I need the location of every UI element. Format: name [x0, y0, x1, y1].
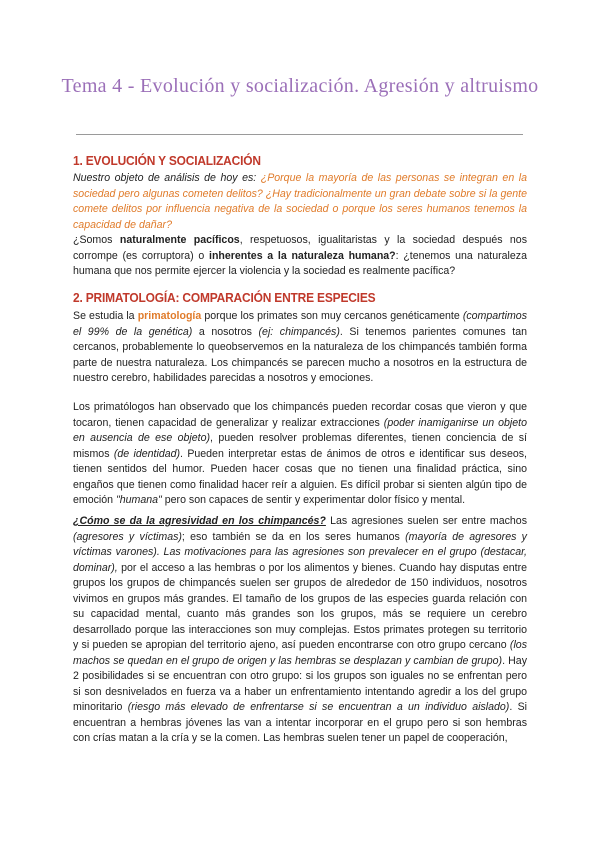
italic-note: (poder inamiganirse un objeto en ausencia de ese objeto)	[73, 416, 527, 444]
text-run: por el acceso a las hembras o por los alimentos y bienes. Cuando hay disputas entre grupos los grupos de chimpancés suelen ser grupos de alrededor de 150 individuos, nosotros vivimos en grupos más grandes. El tamaño de los grupos de las especies guarda relación con su capacidad mental, cuanto más grandes son los grupos, más se requiere un cerebro desarrollado porque las interacciones son muy complejas. Estos primates protegen su territorio y si pueden se apropian del territorio ajeno, así pueden encontrarse con otro grupo cercano	[73, 561, 527, 651]
text-run: a nosotros	[192, 325, 259, 338]
text-run: ¿Somos	[73, 234, 120, 246]
italic-note: (ej: chimpancés)	[258, 325, 340, 338]
text-run: , pueden resolver problemas diferentes, tienen conciencia de sí mismos	[73, 432, 527, 460]
italic-note: (de identidad)	[113, 447, 181, 460]
page-title: Tema 4 - Evolución y socialización. Agresión y altruismo	[61, 75, 539, 97]
text-run: Las agresiones suelen ser entre machos	[325, 515, 527, 527]
paragraph-agresividad	[73, 514, 527, 747]
italic-note: (los machos se quedan en el grupo de origen y las hembras se desplazan y cambian de grupo)	[73, 639, 527, 667]
text-run: . Si encuentran a hembras jóvenes las van a intentar incorporar en el grupo pero si son hembras con crías matan a la cría y se la comen. Las hembras suelen tener un papel de cooperación,	[73, 701, 527, 744]
italic-note: (riesgo más elevado de enfrentarse si se encuentran a un individuo aislado)	[127, 701, 510, 713]
text-run: Se estudia la	[73, 310, 138, 322]
text-run: . Si tenemos parientes comunes tan cercanos, probablemente lo queobservemos en la naturaleza de los chimpancés también forma parte de nuestra naturaleza. Los chimpancés se parecen mucho a nosotros en la estructura de nuestro cerebro, habilidades parecidas a nosotros y emociones.	[73, 325, 527, 384]
text-run: ; eso también se da en los seres humanos	[181, 530, 406, 543]
text-run: pero son capaces de sentir y experimentar dolor físico y mental.	[161, 494, 466, 506]
paragraph-naturaleza	[73, 233, 527, 280]
paragraph-primatologia	[73, 309, 527, 387]
title-divider	[76, 134, 523, 135]
italic-note: "humana"	[116, 494, 162, 506]
section-heading-evolucion: 1. EVOLUCIÓN Y SOCIALIZACIÓN	[73, 153, 261, 168]
text-run: porque los primates son muy cercanos genéticamente	[201, 310, 463, 322]
text-run: , respetuosos, igualitaristas y la sociedad después nos corrompe (es corruptora) o	[73, 234, 527, 262]
italic-note: (agresores y víctimas)	[73, 530, 182, 543]
text-run: . Hay 2 posibilidades si se encuentran con otro grupo: si los grupos son iguales no se enfrentan pero si son desnivelados en fuerza va a haber un enfrentamiento intentando agredir a los del grupo minoritario	[73, 654, 527, 713]
highlighted-question: ¿Porque la mayoría de las personas se integran en la sociedad pero algunas cometen delitos? ¿Hay tradicionalmente un gran debate sobre si la gente comete delitos por influencia negativa de la sociedad o porque los seres humanos tenemos la capacidad de dañar?	[73, 172, 527, 231]
paragraph-lead: Nuestro objeto de análisis de hoy es:	[73, 172, 257, 184]
bold-term: naturalmente pacíficos	[119, 234, 240, 246]
paragraph-objeto-analisis	[73, 171, 527, 233]
text-run: Los primatólogos han observado que los chimpancés pueden recordar cosas que vieron y que tocaron, tienen capacidad de generalizar y realizar extracciones	[73, 401, 527, 429]
highlighted-term: primatología	[137, 310, 202, 322]
section-heading-primatologia: 2. PRIMATOLOGÍA: COMPARACIÓN ENTRE ESPECIES	[73, 290, 376, 305]
text-run: : ¿tenemos una naturaleza humana que nos permite ejercer la violencia y la sociedad es realmente pacífica?	[73, 249, 527, 277]
text-run: . Pueden interpretar estas de ánimos de otros e identificar sus deseos, tienen sentidos del humor. Pueden hacer cosas que no tienen una finalidad práctica, sino engaños que tienen como finalidad hacer reír a alguien. Es difícil probar si sienten algún tipo de emoción	[73, 447, 527, 506]
paragraph-primatologos	[73, 400, 527, 509]
underlined-question: ¿Cómo se da la agresividad en los chimpancés?	[73, 515, 326, 527]
bold-term: inherentes a la naturaleza humana?	[209, 249, 396, 262]
italic-note: (mayoría de agresores y víctimas varones). Las motivaciones para las agresiones son prevalecer en el grupo (destacar, dominar),	[73, 530, 527, 574]
italic-note: (compartimos el 99% de la genética)	[73, 310, 527, 338]
